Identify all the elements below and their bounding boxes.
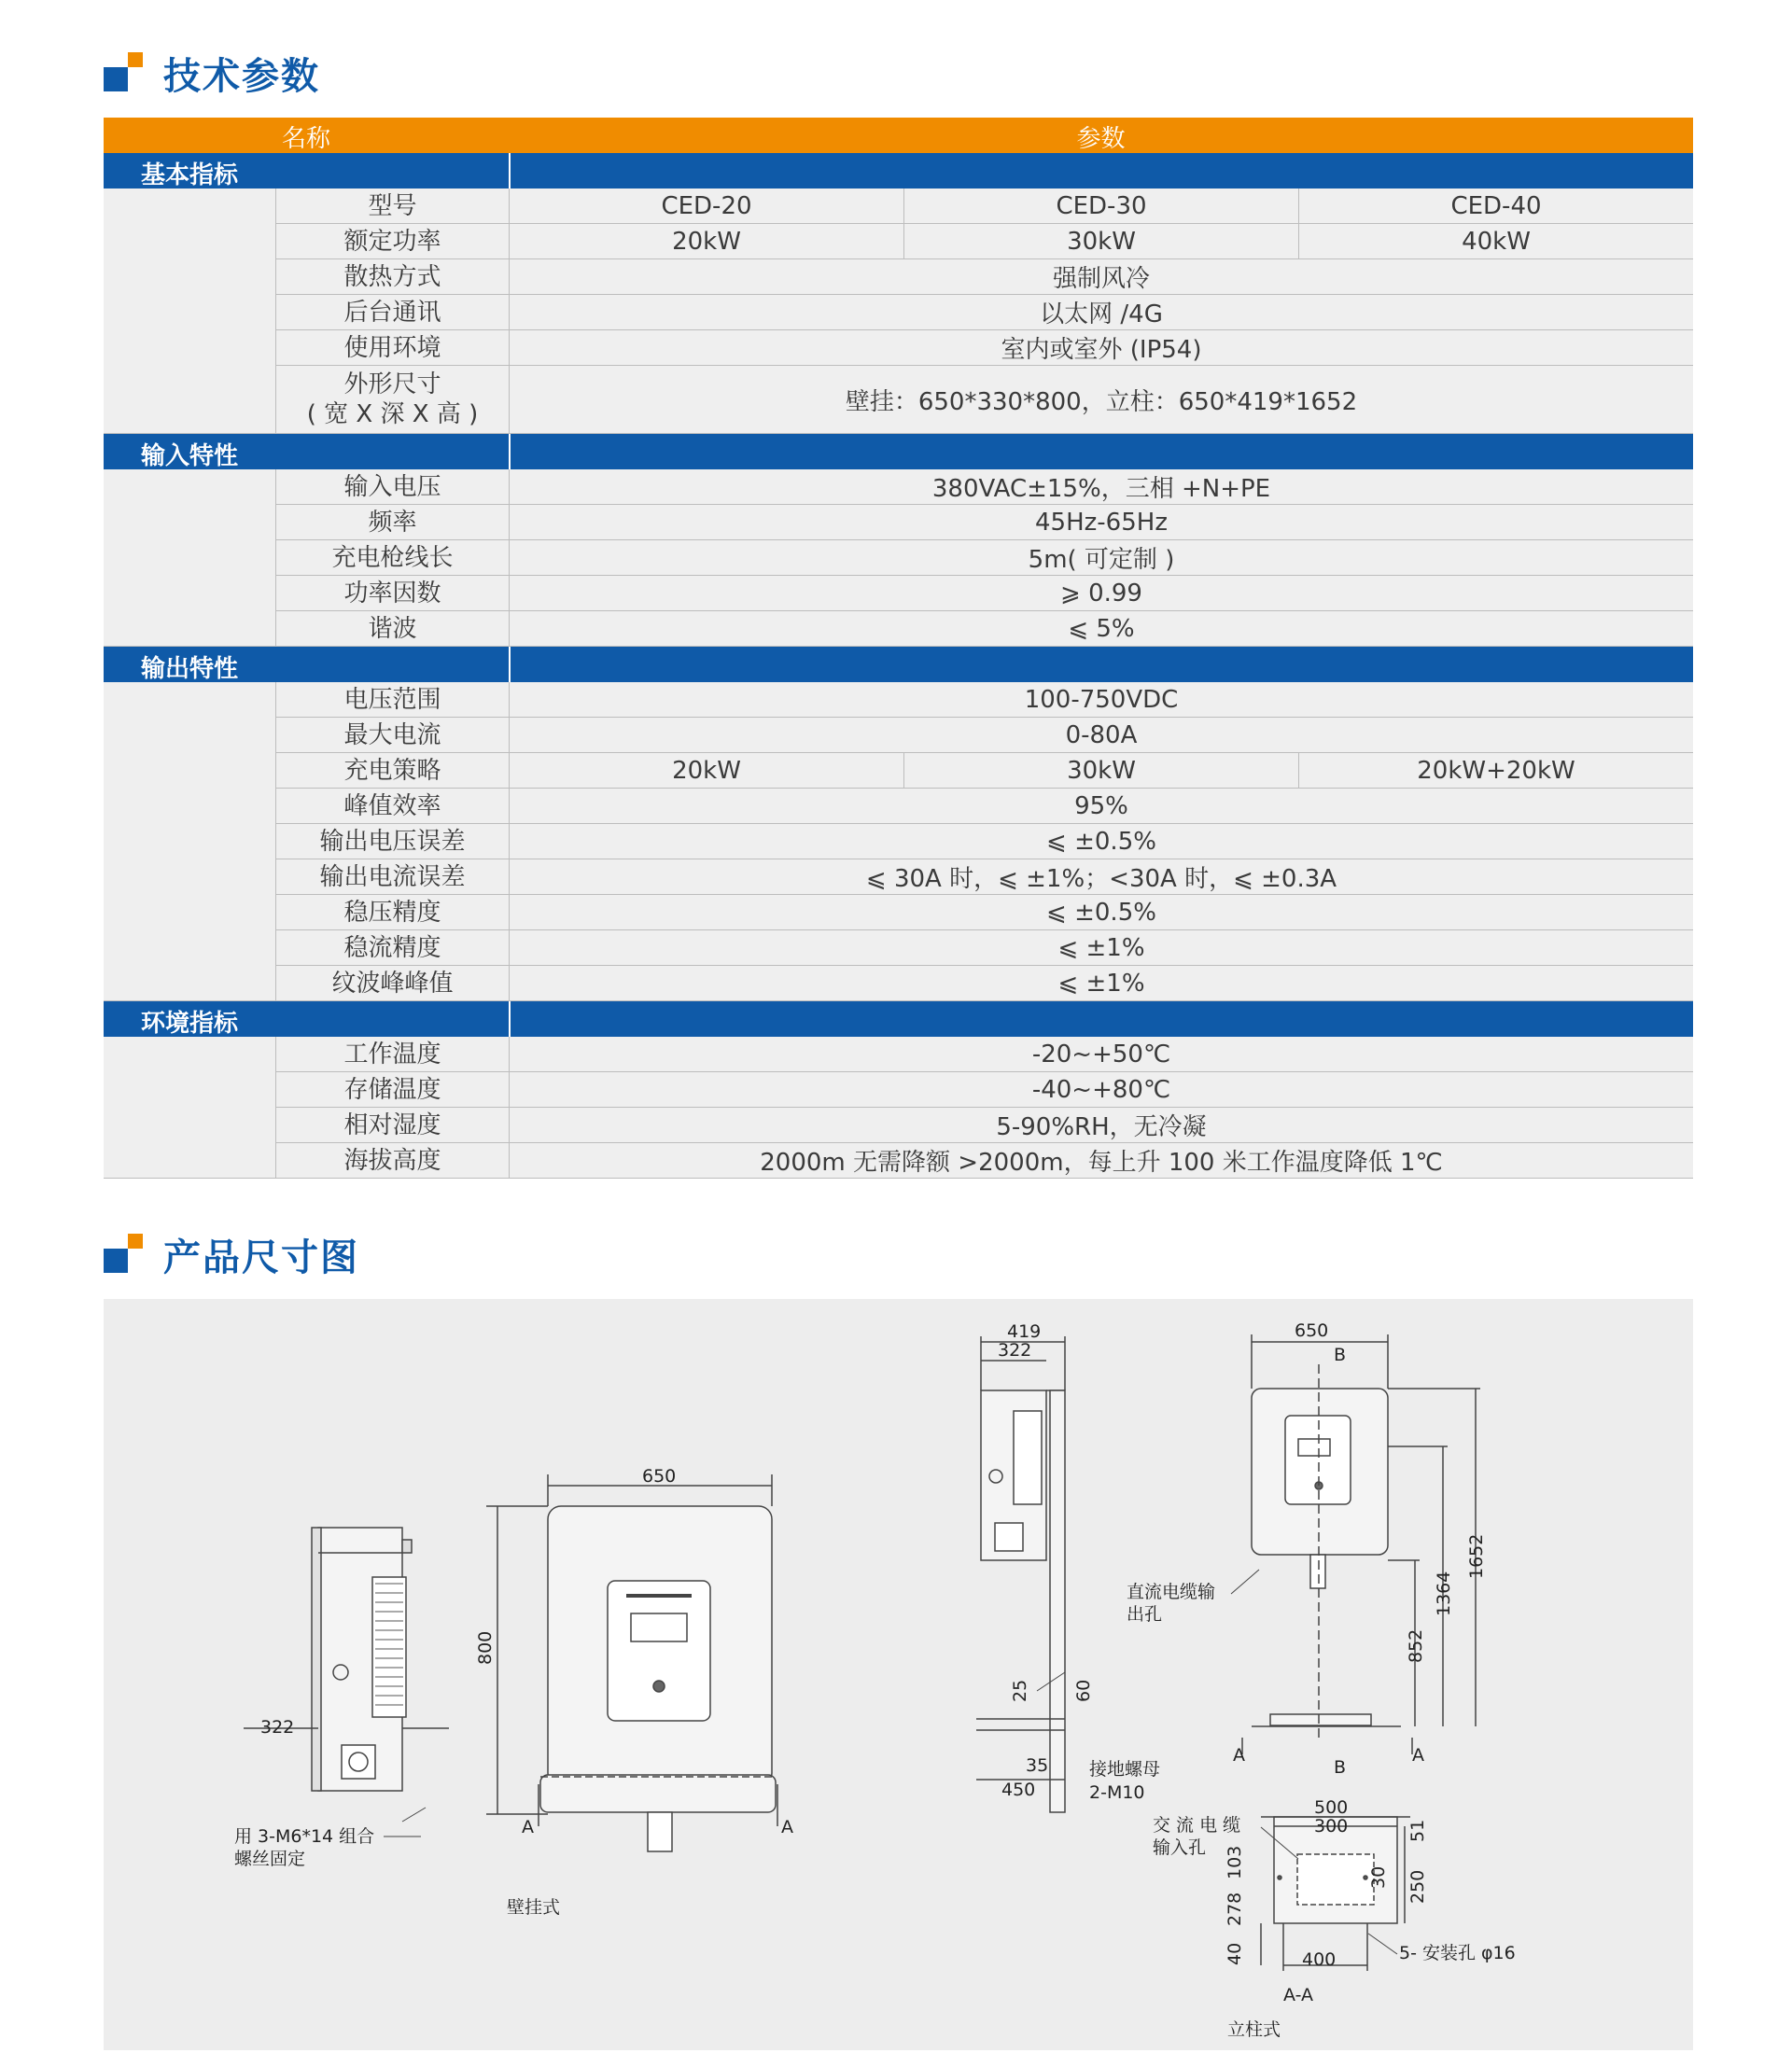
column-caption: 立柱式 — [1227, 2019, 1281, 2040]
wall-dim-side: 322 — [260, 1717, 295, 1738]
wall-sec-a-left: A — [522, 1817, 534, 1837]
table-row — [276, 1143, 1693, 1178]
group-header-row — [104, 153, 1693, 189]
column-ground-nut-1: 接地螺母 — [1089, 1759, 1161, 1780]
row-value: 0-80A — [1065, 720, 1138, 749]
column-ac-cable-1: 交 流 电 缆 — [1153, 1815, 1241, 1836]
column-dim-322: 322 — [998, 1340, 1032, 1361]
spec-table — [104, 118, 1693, 1179]
column-dim-25: 25 — [1010, 1679, 1030, 1702]
group-header-row — [104, 434, 1693, 469]
table-row — [276, 224, 1693, 259]
wall-sec-a-right: A — [781, 1817, 793, 1837]
row-value: -40~+80℃ — [1031, 1075, 1171, 1104]
wall-dim-height: 800 — [475, 1630, 496, 1665]
column-dim-35: 35 — [1026, 1755, 1049, 1776]
row-value: 强制风冷 — [1052, 265, 1150, 293]
column-dim-650: 650 — [1295, 1320, 1329, 1341]
row-name: 额定功率 — [276, 224, 510, 258]
group-body — [104, 1037, 1693, 1179]
column-front-view — [1242, 1334, 1480, 1754]
table-row — [276, 682, 1693, 718]
row-value: CED-30 — [903, 189, 1298, 223]
row-value: 5-90%RH，无冷凝 — [996, 1113, 1207, 1141]
dimension-drawing — [104, 1299, 1693, 2050]
table-row — [276, 859, 1693, 895]
table-row — [276, 718, 1693, 753]
row-name: 后台通讯 — [276, 295, 510, 329]
row-name: 稳流精度 — [276, 930, 510, 965]
table-header — [104, 118, 1693, 153]
row-name: 纹波峰峰值 — [276, 966, 510, 1000]
row-name: 相对湿度 — [276, 1108, 510, 1142]
header-param-col: 参数 — [1076, 125, 1126, 153]
row-name: 使用环境 — [276, 330, 510, 365]
row-name-line2: ( 宽 X 深 X 高 ) — [306, 400, 479, 428]
row-value: 2000m 无需降额 >2000m，每上升 100 米工作温度降低 1℃ — [760, 1149, 1443, 1177]
row-value: 以太网 /4G — [1040, 300, 1163, 328]
row-name — [276, 366, 510, 433]
table-row — [276, 789, 1693, 824]
table-row — [276, 330, 1693, 366]
column-holes: 5- 安装孔 φ16 — [1399, 1943, 1516, 1963]
row-name: 谐波 — [276, 611, 510, 646]
wall-note-1: 用 3-M6*14 组合 — [234, 1826, 375, 1847]
row-value: 20kW — [672, 756, 741, 785]
wall-dim-width: 650 — [642, 1466, 677, 1487]
row-name: 海拔高度 — [276, 1143, 510, 1178]
column-dim-300: 300 — [1314, 1816, 1349, 1837]
row-value: 室内或室外 (IP54) — [1001, 336, 1202, 364]
row-name: 稳压精度 — [276, 895, 510, 929]
table-row — [276, 469, 1693, 505]
table-row — [276, 1072, 1693, 1108]
row-name-line1: 外形尺寸 — [343, 370, 441, 398]
column-dim-1364: 1364 — [1434, 1571, 1454, 1616]
column-dim-419: 419 — [1007, 1321, 1042, 1342]
row-value: 30kW — [903, 753, 1298, 788]
group-label: 输入特性 — [140, 442, 238, 470]
row-value: ⩽ ±0.5% — [1046, 898, 1156, 927]
table-row — [276, 366, 1693, 433]
column-sec-b-bottom: B — [1334, 1757, 1347, 1778]
column-sec-a-left: A — [1233, 1745, 1245, 1766]
table-row — [276, 895, 1693, 930]
row-value: ⩽ 5% — [1068, 614, 1135, 643]
row-name: 最大电流 — [276, 718, 510, 752]
column-ac-cable-2: 输入孔 — [1153, 1837, 1207, 1858]
group-label: 环境指标 — [140, 1010, 238, 1038]
column-dim-103: 103 — [1225, 1845, 1245, 1879]
row-value: 30kW — [903, 224, 1298, 258]
column-dim-60: 60 — [1073, 1679, 1094, 1702]
row-value: 20kW — [672, 227, 741, 256]
group-body — [104, 682, 1693, 1001]
table-row — [276, 1037, 1693, 1072]
section-marker-icon — [104, 52, 143, 91]
table-row — [276, 753, 1693, 789]
dim-section-title: 产品尺寸图 — [163, 1236, 359, 1279]
wall-caption: 壁挂式 — [507, 1897, 561, 1918]
header-name-col: 名称 — [281, 125, 330, 153]
column-dc-cable-2: 出孔 — [1127, 1604, 1163, 1625]
column-dim-250: 250 — [1407, 1869, 1428, 1904]
row-value: -20~+50℃ — [1031, 1040, 1171, 1068]
row-value: ⩽ ±0.5% — [1046, 827, 1156, 856]
row-value: 20kW+20kW — [1298, 753, 1693, 788]
row-value: ⩽ ±1% — [1057, 933, 1145, 962]
column-sec-a-right: A — [1412, 1745, 1424, 1766]
column-sec-b-top: B — [1334, 1345, 1347, 1365]
column-dim-278: 278 — [1225, 1892, 1245, 1926]
spec-section-title: 技术参数 — [163, 55, 320, 98]
row-name: 功率因数 — [276, 576, 510, 610]
row-name: 峰值效率 — [276, 789, 510, 823]
row-name: 频率 — [276, 505, 510, 539]
table-row — [276, 189, 1693, 224]
column-dim-1652: 1652 — [1466, 1533, 1487, 1579]
group-label: 输出特性 — [140, 655, 238, 683]
group-body — [104, 189, 1693, 434]
row-value: 380VAC±15%，三相 +N+PE — [931, 475, 1271, 503]
group-body — [104, 469, 1693, 647]
column-side-view — [976, 1336, 1065, 1812]
section-marker-icon — [104, 1234, 143, 1273]
row-value: 95% — [1074, 791, 1128, 820]
row-value: 45Hz-65Hz — [1035, 508, 1168, 537]
row-value: 40kW — [1298, 224, 1693, 258]
column-dim-852: 852 — [1406, 1628, 1426, 1663]
table-row — [276, 966, 1693, 1000]
table-row — [276, 611, 1693, 646]
row-value: 5m( 可定制 ) — [1028, 546, 1175, 574]
table-row — [276, 540, 1693, 576]
row-value: ⩽ ±1% — [1057, 969, 1145, 998]
dimension-drawing-panel — [104, 1299, 1693, 2050]
row-name: 型号 — [276, 189, 510, 223]
row-name: 工作温度 — [276, 1037, 510, 1071]
wall-front-view — [486, 1474, 777, 1851]
table-row — [276, 505, 1693, 540]
row-name: 输出电流误差 — [276, 859, 510, 894]
table-row — [276, 576, 1693, 611]
wall-note-2: 螺丝固定 — [234, 1849, 306, 1869]
column-dim-500: 500 — [1314, 1797, 1349, 1818]
column-section-aa-label: A-A — [1283, 1985, 1314, 2005]
row-value: 壁挂：650*330*800，立柱：650*419*1652 — [845, 387, 1358, 416]
table-row — [276, 1108, 1693, 1143]
column-dim-400: 400 — [1302, 1949, 1337, 1970]
column-ground-nut-2: 2-M10 — [1089, 1782, 1145, 1803]
table-row — [276, 930, 1693, 966]
table-row — [276, 824, 1693, 859]
row-name: 充电枪线长 — [276, 540, 510, 575]
row-value: ⩽ 30A 时，⩽ ±1%；<30A 时，⩽ ±0.3A — [865, 865, 1337, 893]
row-value: 100-750VDC — [1024, 685, 1179, 714]
column-dim-450: 450 — [1001, 1780, 1036, 1800]
column-dc-cable-1: 直流电缆输 — [1127, 1582, 1216, 1602]
row-name: 电压范围 — [276, 682, 510, 717]
row-name: 存储温度 — [276, 1072, 510, 1107]
row-name: 散热方式 — [276, 259, 510, 294]
table-row — [276, 259, 1693, 295]
row-name: 输入电压 — [276, 469, 510, 504]
group-header-row — [104, 1001, 1693, 1037]
table-row — [276, 295, 1693, 330]
column-dim-40: 40 — [1225, 1942, 1245, 1965]
column-dim-51: 51 — [1407, 1819, 1428, 1842]
column-dim-30: 30 — [1368, 1865, 1389, 1889]
row-value: CED-40 — [1298, 189, 1693, 223]
group-label: 基本指标 — [140, 161, 238, 189]
row-name: 输出电压误差 — [276, 824, 510, 859]
row-value: ⩾ 0.99 — [1060, 579, 1142, 608]
group-header-row — [104, 647, 1693, 682]
wall-side-view — [244, 1528, 449, 1822]
row-value: CED-20 — [661, 191, 752, 220]
row-name: 充电策略 — [276, 753, 510, 788]
